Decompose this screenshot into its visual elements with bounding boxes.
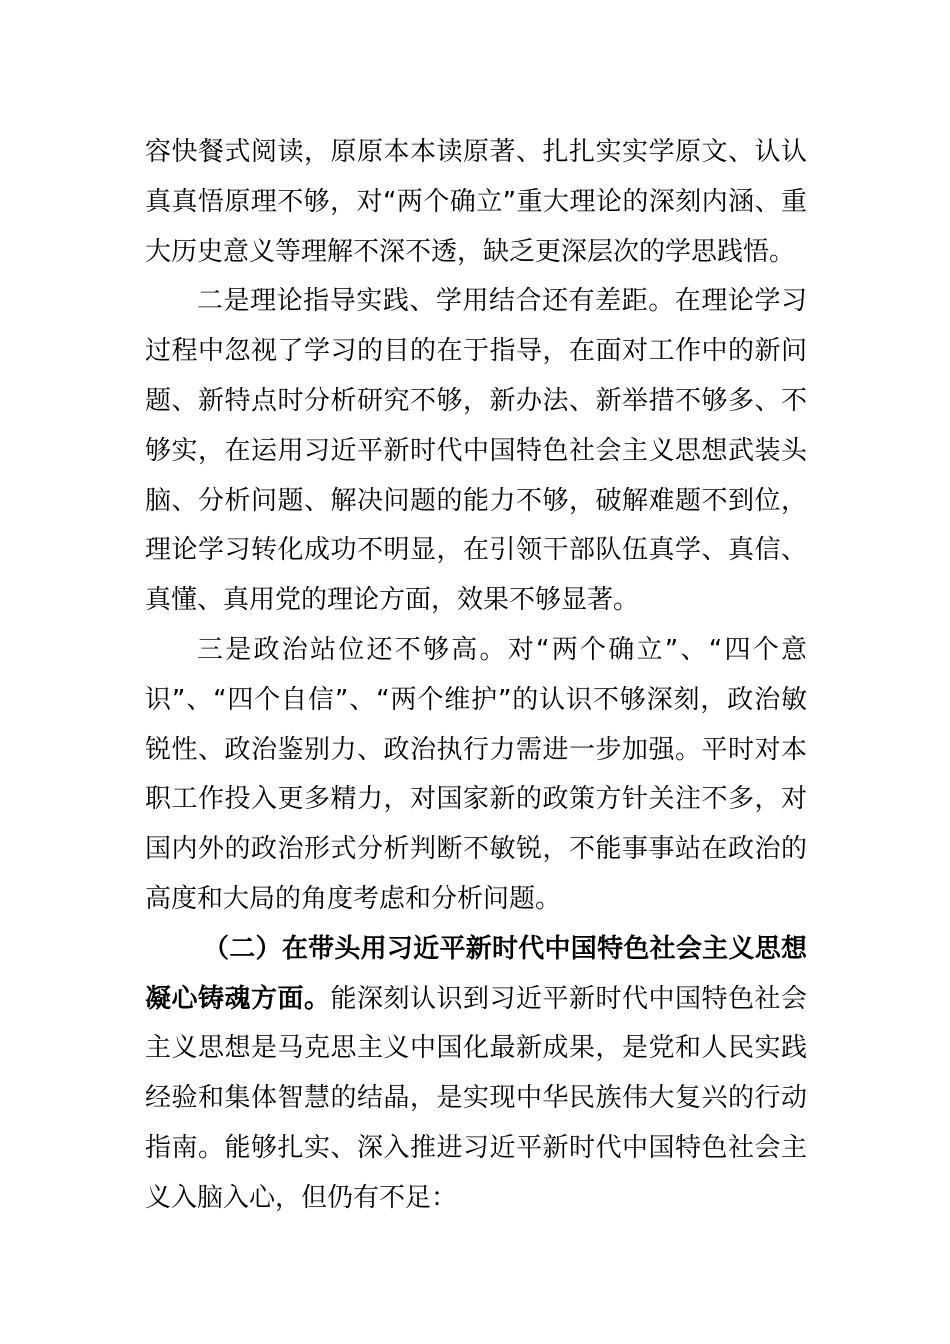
paragraph-point-two: 二是理论指导实践、学用结合还有差距。在理论学习过程中忽视了学习的目的在于指导，在面对工作中的新问题、新特点时分析研究不够，新办法、新举措不够多、不够实，在运用习近平新时代中国特色社会主义思想武装头脑、分析问题、解决问题的能力不够，破解难题不到位，理论学习转化成功不明显，在引领干部队伍真学、真信、真懂、真用党的理论方面，效果不够显著。	[145, 286, 807, 616]
document-body	[145, 128, 807, 1224]
paragraph-section-two	[145, 925, 807, 1224]
paragraph-continuation: 容快餐式阅读，原原本本读原著、扎扎实实学原文、认认真真悟原理不够，对“两个确立”重大理论的深刻内涵、重大历史意义等理解不深不透，缺乏更深层次的学思践悟。	[145, 137, 807, 267]
section-body: 能深刻认识到习近平新时代中国特色社会主义思想是马克思主义中国化最新成果，是党和人民实践经验和集体智慧的结晶，是实现中华民族伟大复兴的行动指南。能够扎实、深入推进习近平新时代中国特色社会主义入脑入心，但仍有不足：	[145, 983, 807, 1213]
paragraph-point-three: 三是政治站位还不够高。对“两个确立”、“四个意识”、“四个自信”、“两个维护”的认识不够深刻，政治敏锐性、政治鉴别力、政治执行力需进一步加强。平时对本职工作投入更多精力，对国家新的政策方针关注不多，对国内外的政治形式分析判断不敏锐，不能事事站在政治的高度和大局的角度考虑和分析问题。	[145, 634, 807, 914]
section-heading: （二）在带头用习近平新时代中国特色社会主义思想凝心铸魂方面。	[145, 933, 807, 1014]
